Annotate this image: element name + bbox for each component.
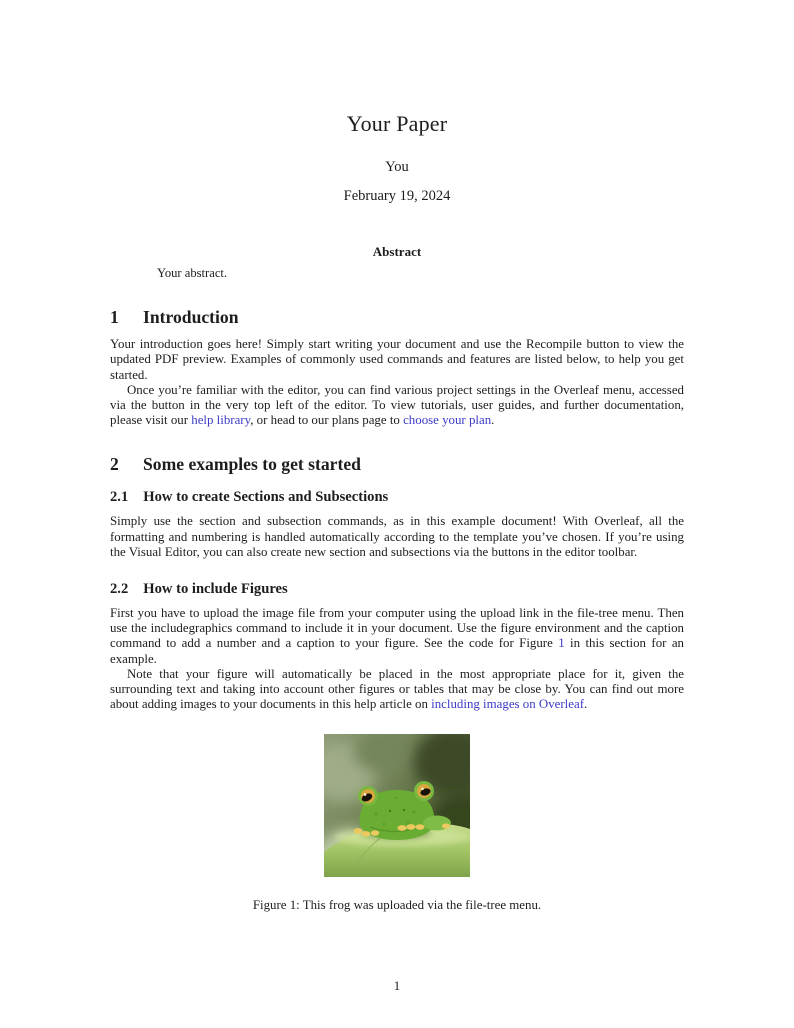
paper-author: You — [385, 159, 409, 175]
subsection-title: How to include Figures — [143, 581, 288, 598]
subsection-heading-sections — [110, 489, 684, 506]
hyperlink-including-images-on-overleaf[interactable]: including images on Overleaf — [431, 697, 584, 712]
paper-date: February 19, 2024 — [343, 188, 451, 204]
section-title: Introduction — [143, 307, 239, 328]
figure-caption: Figure 1: This frog was uploaded via the file-tree menu. — [252, 898, 542, 913]
paper-title: Your Paper — [346, 111, 448, 136]
paragraph — [110, 667, 684, 713]
paragraph — [110, 383, 684, 429]
hyperlink-choose-your-plan[interactable]: choose your plan — [403, 413, 492, 428]
subsection-number: 2.1 — [110, 489, 129, 506]
abstract-heading: Abstract — [372, 244, 422, 259]
frog-right-eye — [414, 781, 434, 801]
subsection-title: How to create Sections and Subsections — [143, 489, 389, 506]
abstract-body: Your abstract. — [157, 266, 228, 280]
section-heading-introduction — [110, 307, 684, 327]
section-number: 1 — [110, 307, 119, 328]
subsection-number: 2.2 — [110, 581, 129, 598]
text-run: First you have to upload the image file from your computer using the upload link in the file-tree menu. Then use the includegraphics command to include it in your document. Use the figure environment and the caption command to add a number and a caption to your figure. See the code for Figure — [110, 606, 684, 651]
paragraph — [110, 337, 684, 383]
text-run: Your introduction goes here! Simply start writing your document and use the Recompile button to view the updated PDF preview. Examples of commonly used commands and features are listed below, to help you get started. — [110, 337, 684, 382]
paragraph — [110, 606, 684, 667]
text-run: Once you’re familiar with the editor, you can find various project settings in the Overleaf menu, accessed via the button in the very top left of the editor. To view tutorials, user guides, and further documentation, please visit our — [110, 382, 684, 428]
text-run: in this section for an example. — [110, 636, 684, 666]
paragraph — [110, 514, 684, 560]
text-run: Note that your figure will automatically be placed in the most appropriate place for it, given the surrounding text and taking into account other figures or tables that may be close by. You can find out more about adding images to your documents in this help article on — [110, 666, 684, 712]
frog-figure-image — [324, 734, 470, 877]
text-run: . — [584, 697, 588, 712]
text-run: . — [491, 413, 495, 428]
text-run: , or head to our plans page to — [250, 413, 404, 428]
hyperlink-help-library[interactable]: help library — [191, 413, 251, 428]
text-run: Simply use the section and subsection commands, as in this example document! With Overleaf, all the formatting and numbering is handled automatically according to the template you’ve chosen. If you’re using the Visual Editor, you can also create new section and subsections via the buttons in the editor toolbar. — [110, 514, 684, 559]
section-title: Some examples to get started — [143, 454, 361, 475]
hyperlink-1[interactable]: 1 — [558, 636, 565, 651]
page-number: 1 — [393, 979, 401, 993]
section-number: 2 — [110, 454, 119, 475]
figure-block — [110, 734, 684, 913]
frog-left-eye — [358, 786, 378, 806]
subsection-heading-figures — [110, 581, 684, 598]
section-heading-examples — [110, 454, 684, 474]
